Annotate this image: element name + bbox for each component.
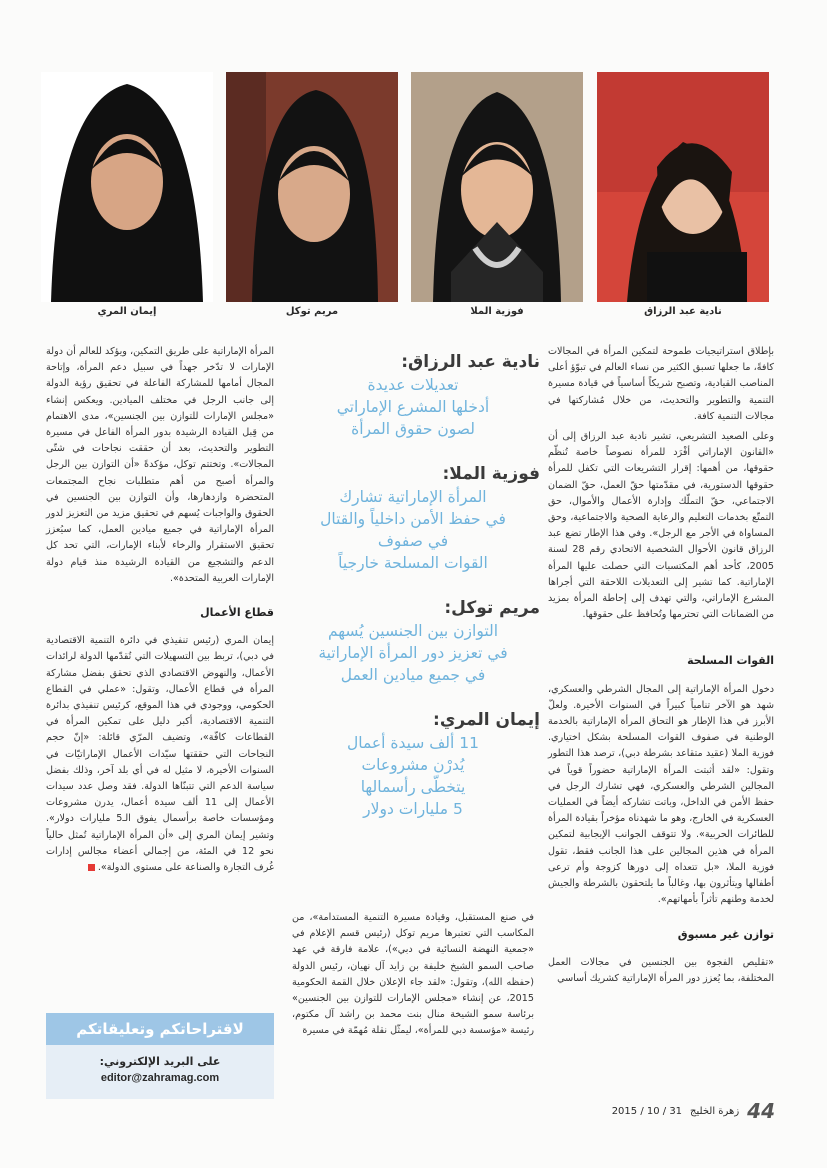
pull-quote: [286, 596, 540, 686]
feedback-box: [46, 1013, 274, 1099]
pull-quote: [286, 708, 540, 820]
quote-text: [286, 486, 540, 574]
quote-speaker: فوزية الملا:: [442, 464, 540, 484]
section-heading: قطاع الأعمال: [200, 606, 274, 620]
photo-caption: إيمان المري: [97, 306, 157, 317]
photo-caption: فوزية الملا: [470, 306, 524, 317]
photo-fawzia-almulla: [411, 72, 583, 302]
article-column-left: [46, 344, 274, 876]
quote-line: يُدرْن مشروعات: [361, 756, 465, 774]
quote-speaker: مريم توكل:: [444, 598, 540, 618]
quote-speaker: إيمان المري:: [433, 710, 540, 730]
quote-line: 5 مليارات دولار: [363, 800, 463, 818]
paragraph: وعلى الصعيد التشريعي، تشير نادية عبد الرزاق إلى أن «القانون الإماراتي أفْرَد للمرأة نصوصاً خاصة تُنظّم حقوقها، من أهمها: إقرار التشريعات التي تكفل للمرأة حقوقها الدستورية، في مقدّمتها حقّ العمل، حقّ الضمان الاجتماعي، حقّ التملّك وإدارة الأعمال والأموال، حق التمتّع بخدمات التعليم والرعاية الصحية والاجتماعية، وحق المساواة في الأجر مع الرجل». وفي هذا الإطار تضع عبد الرزاق قانون الأحوال الشخصية الاتحادي رقم 28 لسنة 2005، كأحد أهم المكتسبات التي حصلت عليها المرأة الإماراتية. كما تشير إلى التعديلات اللاحقة التي أجراها المشرع الإماراتي، والتي تهدف إلى إحاطة المرأة بمزيد من الضمانات التي تحترمها وتُحافظ على حقوقها.: [548, 431, 774, 621]
article-column-middle: [292, 910, 534, 1040]
paragraph: «تقليص الفجوة بين الجنسين في مجالات العمل المختلفة، بما يُعزز دور المرأة الإماراتية كشريك أساسي: [548, 956, 774, 984]
page-footer: [612, 1099, 775, 1123]
paragraph: المرأة الإماراتية على طريق التمكين، ويؤكد للعالم أن دولة الإمارات لا تدّخر جهداً في سبيل دعم المرأة، وإتاحة المجال أمامها للمشاركة الفاعلة في تحقيق رؤية الدولة إلى جانب الرجل في مختلف الميادين. ويعكس إنشاء «مجلس الإمارات للتوازن بين الجنسين»، مدى الاهتمام من قِبل القيادة الرشيدة بدور المرأة الفاعل في مسيرة التطوير والتحديث، بعد أن حققت نجاحات في شتّى المجالات». وتختتم توكل، مؤكدةً «أن التوازن بين الرجل والمرأة أصبح من أهم متطلبات نجاح المجتمعات المتحضرة وازدهارها، وأن التوازن بين الجنسين في الحقوق والواجبات يُسهم في تحقيق مزيد من التعزيز لدور المرأة الإماراتية في جميع ميادين العمل، كما سيُعزز تحقيق الاستقرار والرخاء لأبناء الإمارات، التي تحد كل الدعم والتشجيع من القيادة الرشيدة منذ قيام دولة الإمارات العربية المتحدة».: [46, 346, 274, 584]
pull-quote: [286, 350, 540, 440]
quote-line: أدخلها المشرع الإماراتي: [336, 398, 490, 416]
page-number: 44: [747, 1099, 775, 1123]
quote-text: [286, 374, 540, 440]
photo-caption: مريم توكل: [285, 306, 339, 317]
photo-nadia-abdulrazzaq: [597, 72, 769, 302]
email-link[interactable]: editor@zahramag.com: [100, 1072, 220, 1084]
quote-line: في حفظ الأمن داخلياً والقتال: [320, 510, 506, 528]
photo-iman-almarri: [41, 72, 213, 302]
email-label: على البريد الإلكتروني:: [99, 1055, 221, 1068]
end-marker: [88, 864, 95, 871]
quote-text: [286, 732, 540, 820]
article-column-right: [548, 344, 774, 987]
quote-speaker: نادية عبد الرزاق:: [401, 352, 540, 372]
paragraph: في صنع المستقبل، وقيادة مسيرة التنمية المستدامة»، من المكاسب التي تعتبرها مريم توكل (رئيس قسم الإعلام في «جمعية النهضة النسائية في دبي»)، علامة فارقة في عهد صاحب السمو الشيخ خليفة بن زايد آل نهيان، رئيس الدولة (حفظه الله)، وتقول: «لقد جاء الإعلان خلال القمة الحكومية 2015، عن إنشاء «مجلس الإمارات للتوازن بين الجنسين» برئاسة سمو الشيخة منال بنت محمد بن راشد آل مكتوم، رئيسة «مؤسسة دبي للمرأة»، ليمثّل نقلة مُهمّة في مسيرة: [292, 912, 534, 1037]
quote-line: التوازن بين الجنسين يُسهم: [327, 622, 499, 640]
paragraph: بإطلاق استراتيجيات طموحة لتمكين المرأة في المجالات كافةً، ما جعلها تسبق الكثير من نساء العالم في تبوّؤ أعلى المناصب القيادية، وتصبح شريكاً أساسياً في قيادة مسيرة التنمية والتطوير والتحديث، من خلال مُشاركتها في مجالات التنمية كافة.: [548, 346, 774, 422]
quote-line: القوات المسلحة خارجياً: [338, 554, 488, 572]
pull-quote: [286, 462, 540, 574]
quote-line: في جميع ميادين العمل: [340, 666, 486, 684]
pull-quotes: [286, 350, 540, 842]
quote-text: [286, 620, 540, 686]
quote-line: يتخطّى رأسمالها: [360, 778, 466, 796]
issue-date: 2015 / 10 / 31: [611, 1105, 683, 1117]
paragraph: إيمان المري (رئيس تنفيذي في دائرة التنمية الاقتصادية في دبي)، تربط بين التسهيلات التي تُقدّمها الدولة لرائدات الأعمال، والنهوض الاقتصادي الذي تحقق بفضل مشاركة المرأة في قطاع الأعمال، وتقول: «عملي في القطاع الحكومي، ووجودي في هذا الموقع، كرئيس تنفيذي بدائرة التنمية الاقتصادية، أكبر دليل على تمكين المرأة في القطاعات كافّة»، وتضيف المرّي قائلة: «إنّ حجم النجاحات التي حققتها سيّدات الأعمال الإماراتيّات في السنوات الأخيرة، لا مثيل له في أي بلد آخر، وذلك بفضل سياسة الدعم التي تتبنّاها الدولة. فقد وصل عدد سيدات الأعمال إلى 11 ألف سيدة أعمال، يدرن مشروعات ومؤسسات خاصة برأسمال يفوق الـ5 مليارات دولار». وتشير إيمان المري إلى «أن المرأة الإماراتية تُمثل حالياً نحو 12 في المئة، من إجمالي أعضاء مجالس إدارات غُرف التجارة والصناعة على مستوى الدولة».: [46, 635, 274, 874]
paragraph: دخول المرأة الإماراتية إلى المجال الشرطي والعسكري، شهد هو الآخر تنامياً كبيراً في السنوات الأخيرة. ولعلّ الأبرز في هذا الإطار هو التحاق المرأة الإماراتية بالخدمة الوطنية في صفوف القوات المسلحة بشكل اختياري. فوزية الملا (عقيد متقاعد بشرطة دبي)، ترصد هذا التطور وتقول: «لقد أثبتت المرأة الإماراتية حضوراً قوياً في المجالين الشرطي والعسكري، فهي تشارك الرجل في حفظ الأمن في الداخل، وباتت تشاركه أيضاً في العمليات العسكرية في الخارج، وهو ما شهدناه مؤخراً بقيادة المرأة للطائرات الحربية». ولا تتوقف الجوانب الإيجابية لتمكين المرأة في هذين المجالين على هذا الجانب فقط، تقول فوزية الملا، «بل تتعداه إلى دورها كزوجة وأم ترعى أطفالها ويتأثرون بها، وغالباً ما يلتحقون بالشرطة والجيش لخدمة وطنهم تأثراً بأمهاتهم».: [548, 683, 774, 906]
feedback-title: لاقتراحاتكم وتعليقاتكم: [46, 1013, 274, 1045]
quote-line: المرأة الإماراتية تشارك: [339, 488, 487, 506]
magazine-name: زهرة الخليج: [690, 1105, 740, 1117]
quote-line: تعديلات عديدة: [367, 376, 459, 394]
quote-line: في تعزيز دور المرأة الإماراتية: [318, 644, 508, 662]
quote-line: في صفوف: [377, 532, 449, 550]
quote-line: 11 ألف سيدة أعمال: [346, 734, 479, 752]
section-heading: توازن غير مسبوق: [677, 927, 774, 941]
photo-caption: نادية عبد الرزاق: [644, 306, 722, 317]
section-heading: القوات المسلحة: [687, 654, 774, 668]
photo-maryam-tawakkul: [226, 72, 398, 302]
quote-line: لصون حقوق المرأة: [351, 420, 475, 438]
